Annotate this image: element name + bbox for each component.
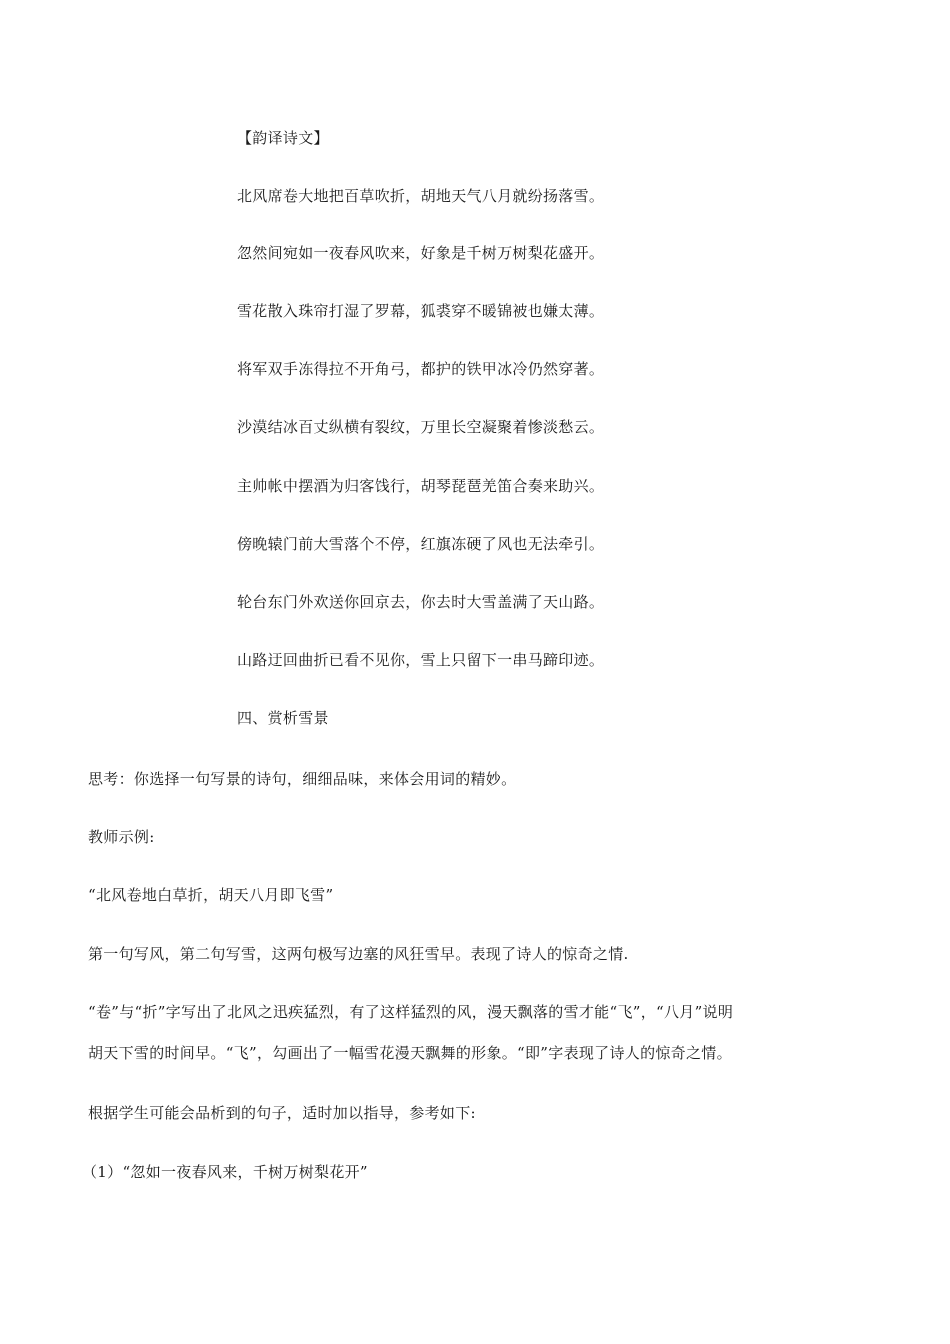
- list-item: （1）“忽如一夜春风来，千树万树梨花开”: [82, 1163, 368, 1181]
- guidance-text: 根据学生可能会品析到的句子，适时加以指导，参考如下:: [88, 1104, 476, 1122]
- translation-line: 轮台东门外欢送你回京去，你去时大雪盖满了天山路。: [237, 593, 605, 611]
- translation-line: 山路迂回曲折已看不见你，雪上只留下一串马蹄印迹。: [237, 651, 605, 669]
- analysis-paragraph-line: “卷”与“折”字写出了北风之迅疾猛烈，有了这样猛烈的风，漫天飘落的雪才能“飞”，“八月”说明: [88, 1003, 734, 1021]
- example-quote: “北风卷地白草折，胡天八月即飞雪”: [88, 886, 334, 904]
- translation-line: 忽然间宛如一夜春风吹来，好象是千树万树梨花盛开。: [237, 244, 605, 262]
- analysis-paragraph-line: 胡天下雪的时间早。“飞”，勾画出了一幅雪花漫天飘舞的形象。“即”字表现了诗人的惊奇之情。: [88, 1044, 732, 1062]
- translation-line: 将军双手冻得拉不开角弓，都护的铁甲冰冷仍然穿著。: [237, 360, 605, 378]
- translation-heading: 【韵译诗文】: [237, 129, 329, 147]
- translation-line: 沙漠结冰百丈纵横有裂纹，万里长空凝聚着惨淡愁云。: [237, 418, 605, 436]
- translation-line: 傍晚辕门前大雪落个不停，红旗冻硬了风也无法牵引。: [237, 535, 605, 553]
- example-label: 教师示例:: [88, 828, 155, 846]
- analysis-paragraph: 第一句写风，第二句写雪，这两句极写边塞的风狂雪早。表现了诗人的惊奇之情.: [88, 945, 629, 963]
- translation-line: 雪花散入珠帘打湿了罗幕，狐裘穿不暖锦被也嫌太薄。: [237, 302, 605, 320]
- translation-line: 主帅帐中摆酒为归客饯行，胡琴琵琶羌笛合奏来助兴。: [237, 477, 605, 495]
- think-prompt: 思考：你选择一句写景的诗句，细细品味，来体会用词的精妙。: [88, 770, 517, 788]
- section-heading: 四、赏析雪景: [237, 709, 329, 727]
- translation-line: 北风席卷大地把百草吹折，胡地天气八月就纷扬落雪。: [237, 187, 605, 205]
